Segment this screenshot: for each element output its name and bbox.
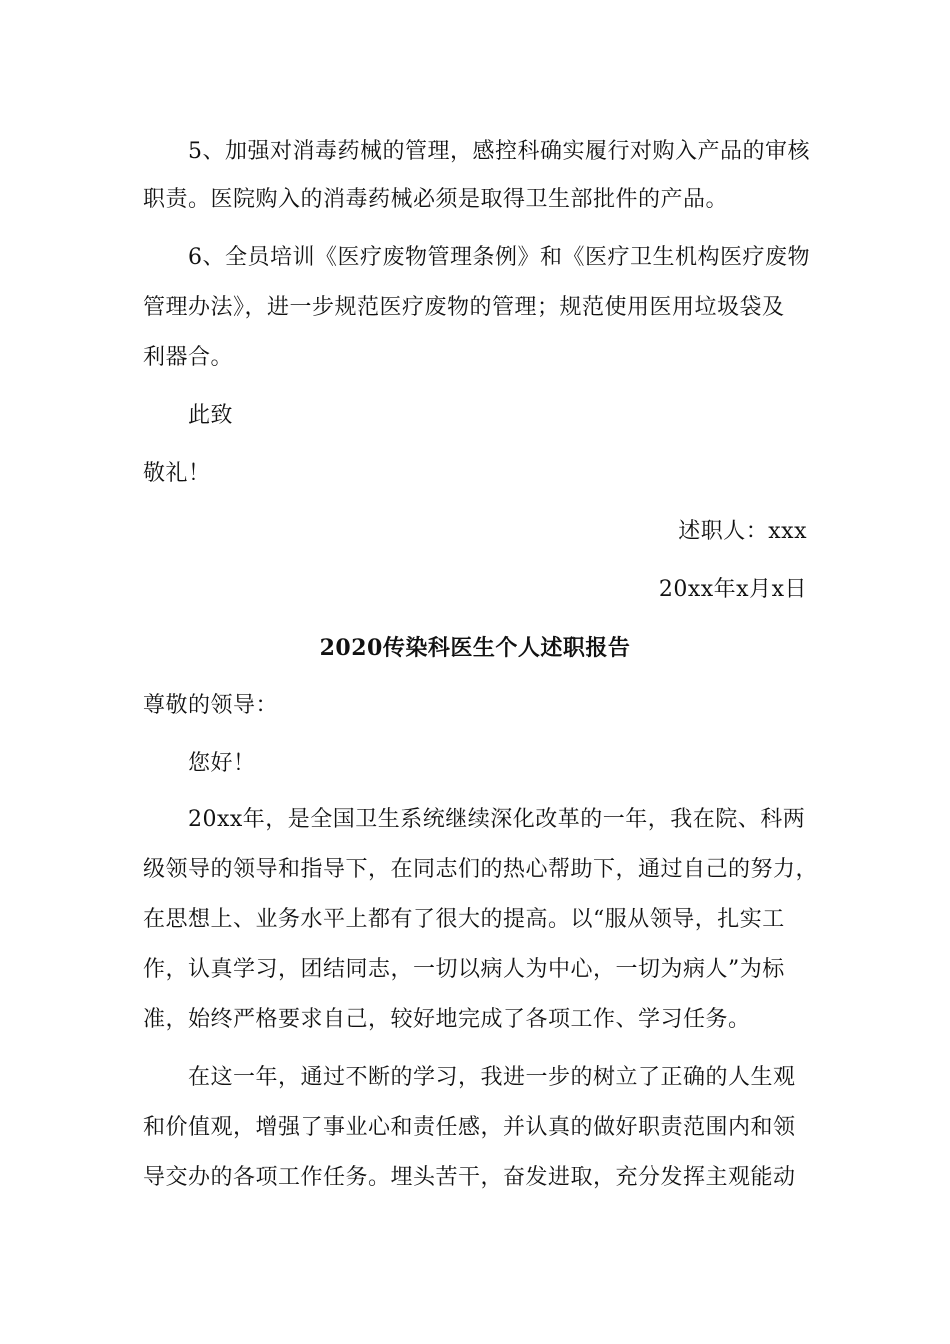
para2-line: 在这一年，通过不断的学习，我进一步的树立了正确的人生观 <box>188 1065 796 1090</box>
closing-ci-zhi: 此致 <box>188 403 234 428</box>
item5-line2: 职责。医院购入的消毒药械必须是取得卫生部批件的产品。 <box>143 187 729 212</box>
item5-line1: 5、加强对消毒药械的管理，感控科确实履行对购入产品的审核 <box>188 139 810 164</box>
para2-line: 和价值观，增强了事业心和责任感，并认真的做好职责范围内和领 <box>143 1115 796 1140</box>
item6-line2: 管理办法》，进一步规范医疗废物的管理；规范使用医用垃圾袋及 <box>143 295 785 320</box>
greeting: 您好！ <box>188 751 256 776</box>
report-title: 2020传染科医生个人述职报告 <box>319 635 631 661</box>
para1-line: 20xx年，是全国卫生系统继续深化改革的一年，我在院、科两 <box>188 807 806 832</box>
signer-line: 述职人：xxx <box>678 519 807 544</box>
para1-line: 级领导的领导和指导下，在同志们的热心帮助下，通过自己的努力， <box>143 857 819 882</box>
date-line: 20xx年x月x日 <box>658 577 807 602</box>
para1-line: 准，始终严格要求自己，较好地完成了各项工作、学习任务。 <box>143 1007 751 1032</box>
item6-line1: 6、全员培训《医疗废物管理条例》和《医疗卫生机构医疗废物 <box>188 245 810 270</box>
para2-line: 导交办的各项工作任务。埋头苦干，奋发进取，充分发挥主观能动 <box>143 1165 796 1190</box>
salutation: 尊敬的领导： <box>143 693 279 718</box>
closing-jing-li: 敬礼！ <box>143 461 211 486</box>
para1-line: 在思想上、业务水平上都有了很大的提高。以“服从领导，扎实工 <box>143 907 785 932</box>
para1-line: 作，认真学习，团结同志，一切以病人为中心，一切为病人”为标 <box>143 957 785 982</box>
item6-line3: 利器合。 <box>143 345 234 370</box>
